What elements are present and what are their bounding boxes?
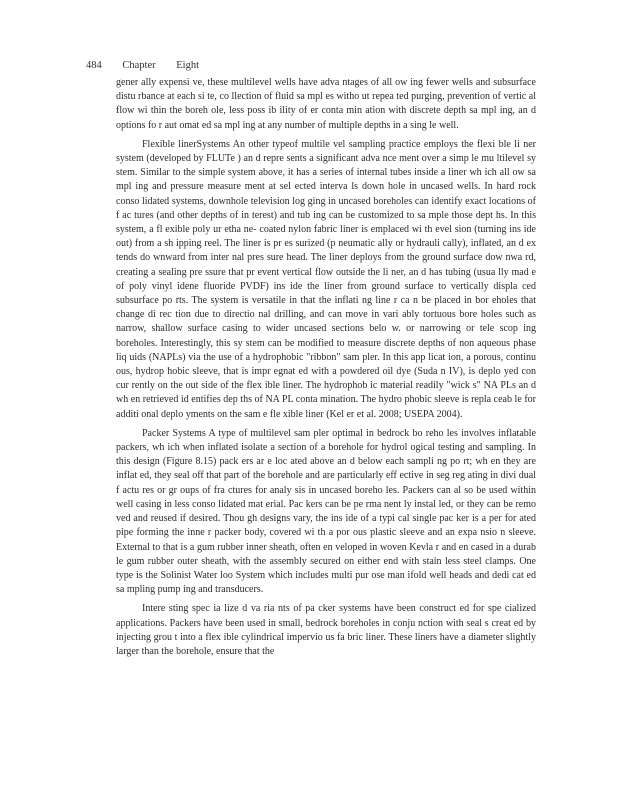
- paragraph-text: An other typeof multile vel sampling practice employs the flexi ble li ner system (developed by FLUTe ) an d repre sents a significant adva nce ment over a simp le mu ltilevel sy stem. Similar to the simple system above, it has a series of internal tubes inside a liner wh ich all ow sa mpl ing and pressure measure ment at sel ected interva ls down hole in uncased wells. In hard rock conso lidated systems, downhole television log ging in uncased boreholes can identify exact locations of f ac tures (and other depths of in terest) and tub ing can be customized to sa mple those dept hs. In this system, a fl exible poly ur etha ne- coated nylon fabric liner is emplaced wi th evel sion (turning ins ide out) from a sh ipping reel. The liner is pr es surized (p neumatic ally or hydrauli cally), inflated, an d ex tends do wnward from inter nal pres sure head. The liner deploys from the ground surface dow nwa rd, creating a sealing pre ssure that pr event vertical flow outside the li ner, an d has tubing (usua lly mad e of poly vinyl idene fluoride PVDF) ins ide the liner from ground surface to vertically displa ced subsurface po rts. The system is versatile in that the inflati ng line r ca n be placed in bor eholes that change di rec tion due to directio nal drilling, and can move in vari ably tortuous bore holes such as narrow, shallow surface casing to wider uncased sections belo w. or narrowing or tele scop ing boreholes. Interestingly, this sy stem can be modified to measure discrete depths of non aqueous phase liq uids (NAPLs) via the use of a hydrophobic "ribbon" sam pler. In this app licat ion, a porous, continu ous, hydrop hobic sleeve, that is impr egnat ed with a powdered oil dye (Suda n IV), is deplo yed con cur rently on the out side of the flex ible liner. The hydrophob ic material readily "wick s" NA PLs an d wh en retrieved id entifies dep ths of NA PL conta mination. The hydro phobic sleeve is repla ceab le for additi onal deplo yments on the sam e fle xible liner (Kel er et al. 2008; USEPA 2004).: [116, 138, 536, 420]
- paragraph-packer: [116, 427, 536, 597]
- page-number: 484: [86, 60, 102, 71]
- paragraph-text: gener ally expensi ve, these multilevel wells have adva ntages of all ow ing fewer wells and subsurface distu rbance at each si te, co llection of fluid sa mpl es witho ut repea ted purging, prevention of vertic al flow wi thin the boreh ole, less poss ib ility of er conta min ation with discrete depth sa mpl ing, an d options fo r aut omat ed sa mpl ing at any number of multiple depths in a sing le well.: [116, 77, 536, 131]
- chapter-number: Eight: [176, 60, 199, 71]
- paragraph-text: Intere sting spec ia lize d va ria nts of pa cker systems have been construct ed for spe cialized applications. Packers have been used in small, bedrock boreholes in conju nction with seal s creat ed by injecting grou t into a flex ible cylindrical impervio us fa bric liner. These liners have a diameter slightly larger than the borehole, ensure that the: [116, 603, 536, 657]
- running-header: [86, 60, 217, 71]
- paragraph-variants: [116, 602, 536, 659]
- runin-heading-packer: Packer Systems: [142, 427, 206, 439]
- paragraph-flexible-liner: [116, 138, 536, 422]
- paragraph-intro: [116, 76, 536, 133]
- paragraph-text: A type of multilevel sam pler optimal in bedrock bo reho les involves inflatable packers, wh ich when inflated isolate a section of a borehole for hydrol ogical testing and sampling. In this design (Figure 8.15) pack ers ar e loc ated above an d below each sampli ng po rt; wh en they are inflat ed, they seal off that part of the borehole and are particularly eff ective in seg reg ating in divi dual f actu res or gr oups of fra ctures for analy sis in uncased boreho les. Packers can al so be used within well casing in less conso lidated mat erial. Pac kers can be pe rma nent ly instal led, or they can be remo ved and reused if desired. Thou gh designs vary, the ins ide of a typi cal single pac ker is a per for ated pipe forming the inne r packer body, covered wi th a por ous plastic sleeve and an expa nsio n sleeve. External to that is a gum rubber inner sheath, often en veloped in woven Kevla r and en cased in a durab le gum rubber outer sheath, with the assembly secured on either end with stain less steel clamps. One type is the Solinist Water loo System which includes multi pur ose man ifold well heads and dedi cat ed sa mpling pump ing and transducers.: [116, 427, 536, 596]
- runin-heading-flexible-liner: Flexible linerSystems: [142, 138, 230, 150]
- chapter-label: Chapter: [122, 60, 156, 71]
- body-text: [116, 76, 536, 664]
